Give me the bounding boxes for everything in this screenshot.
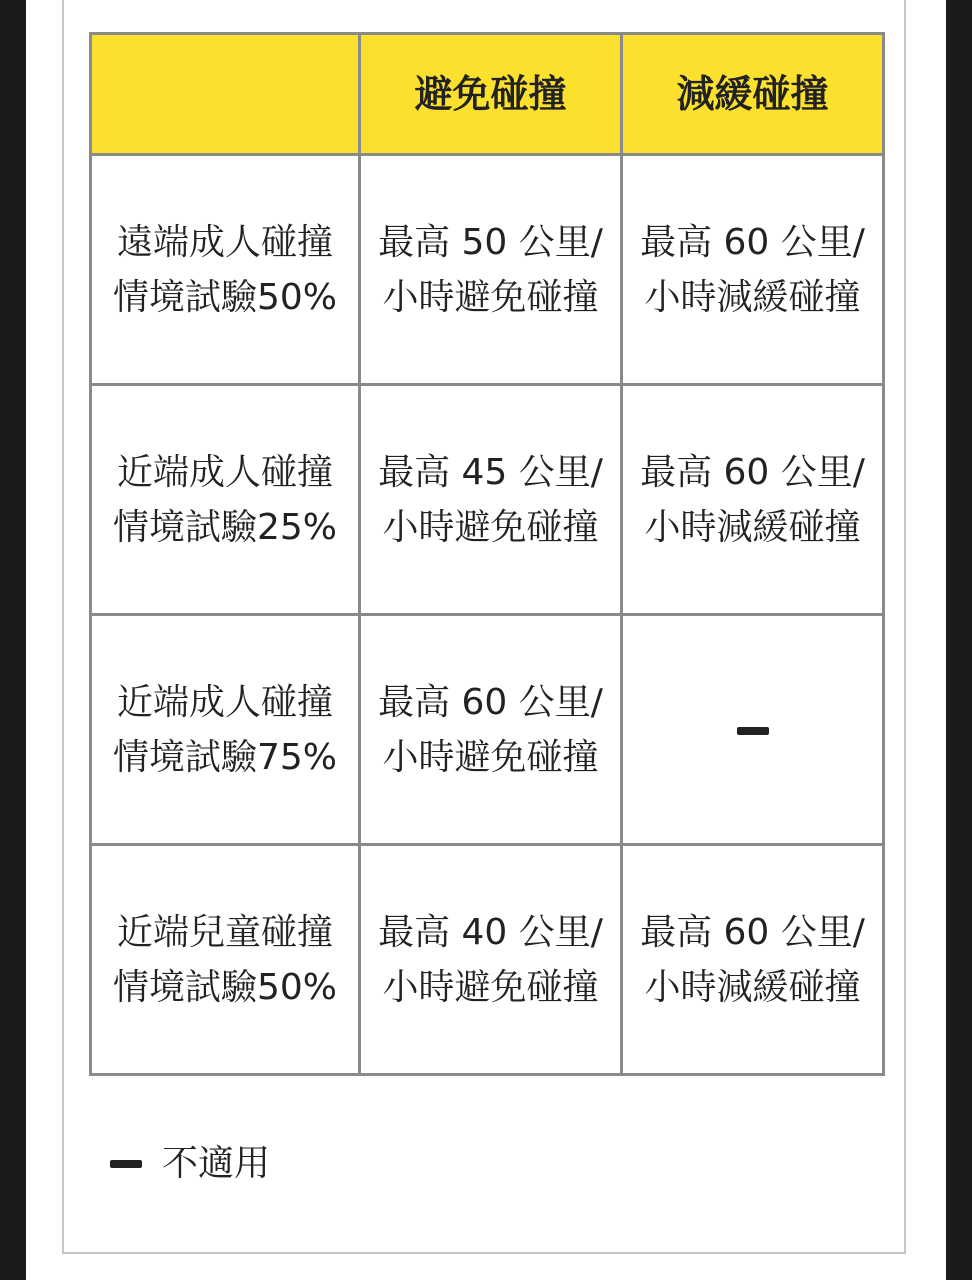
mitigate-cell: 最高 60 公里/小時減緩碰撞 (622, 845, 884, 1075)
table-row (91, 385, 884, 615)
dash-icon (737, 727, 769, 735)
avoid-cell: 最高 45 公里/小時避免碰撞 (360, 385, 622, 615)
legend (110, 1140, 270, 1188)
scenario-cell: 近端成人碰撞情境試驗75% (91, 615, 360, 845)
scenario-cell: 遠端成人碰撞情境試驗50% (91, 155, 360, 385)
scenario-cell: 近端成人碰撞情境試驗25% (91, 385, 360, 615)
test-results-table (89, 32, 885, 1076)
scenario-cell: 近端兒童碰撞情境試驗50% (91, 845, 360, 1075)
avoid-cell: 最高 50 公里/小時避免碰撞 (360, 155, 622, 385)
screen-edge-left (0, 0, 26, 1280)
dash-icon (110, 1160, 142, 1168)
avoid-cell: 最高 40 公里/小時避免碰撞 (360, 845, 622, 1075)
mitigate-cell: 最高 60 公里/小時減緩碰撞 (622, 385, 884, 615)
table-row (91, 845, 884, 1075)
header-mitigate-collision: 減緩碰撞 (622, 34, 884, 155)
legend-not-applicable-label: 不適用 (162, 1143, 271, 1184)
avoid-cell: 最高 60 公里/小時避免碰撞 (360, 615, 622, 845)
header-empty-cell (91, 34, 360, 155)
header-avoid-collision: 避免碰撞 (360, 34, 622, 155)
table-header-row (91, 34, 884, 155)
mitigate-cell-not-applicable (622, 615, 884, 845)
table-row (91, 615, 884, 845)
screen-edge-right (946, 0, 972, 1280)
table-row (91, 155, 884, 385)
mitigate-cell: 最高 60 公里/小時減緩碰撞 (622, 155, 884, 385)
